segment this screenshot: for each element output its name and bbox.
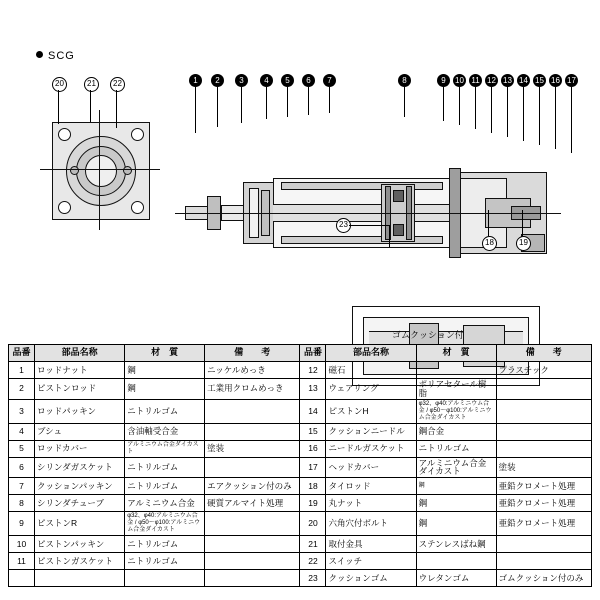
table-header-row	[9, 345, 592, 362]
cell-remark: 塗装	[496, 457, 591, 478]
callout-21: 21	[84, 77, 99, 92]
cell-remark	[496, 553, 591, 570]
cell-name: 取付金具	[326, 536, 416, 553]
cell-no: 19	[300, 495, 326, 512]
th-name-right: 部品名称	[326, 345, 416, 362]
cell-name: ピストンパッキン	[34, 536, 124, 553]
cell-remark	[205, 399, 300, 423]
cell-name: ニードルガスケット	[326, 440, 416, 457]
callout-12: 12	[485, 74, 498, 87]
center-line-v	[99, 110, 100, 230]
cell-name: ピストンR	[34, 512, 124, 536]
table-row	[9, 512, 592, 536]
cell-name: クッションパッキン	[34, 478, 124, 495]
cell-name: スイッチ	[326, 553, 416, 570]
cell-name: ピストンH	[326, 399, 416, 423]
cell-remark: プラスチック	[496, 362, 591, 379]
corner-hole	[58, 201, 71, 214]
cell-material: ニトリルゴム	[125, 457, 205, 478]
cell-material	[416, 362, 496, 379]
cell-material: 鋼	[416, 512, 496, 536]
callout-3: 3	[235, 74, 248, 87]
cell-no: 10	[9, 536, 35, 553]
table-row	[9, 362, 592, 379]
table-row	[9, 495, 592, 512]
cell-remark: 塗装	[205, 440, 300, 457]
cell-remark	[205, 423, 300, 440]
cell-no: 6	[9, 457, 35, 478]
callout-10: 10	[453, 74, 466, 87]
cell-remark: 亜鉛クロメート処理	[496, 478, 591, 495]
center-line-h	[40, 169, 160, 170]
callout-20: 20	[52, 77, 67, 92]
cell-no: 17	[300, 457, 326, 478]
cell-no: 23	[300, 570, 326, 587]
corner-hole	[58, 128, 71, 141]
parts-table	[8, 344, 592, 587]
cell-no: 7	[9, 478, 35, 495]
th-no-left: 品番	[9, 345, 35, 362]
cell-name: ブシュ	[34, 423, 124, 440]
cell-remark: 工業用クロムめっき	[205, 379, 300, 400]
cell-name: ピストンロッド	[34, 379, 124, 400]
cell-material: 鋼	[125, 379, 205, 400]
cell-remark: ニッケルめっき	[205, 362, 300, 379]
cell-material: ニトリルゴム	[416, 440, 496, 457]
cell-name: クッションゴム	[326, 570, 416, 587]
magnet	[393, 190, 404, 202]
cell-name: ロッドカバー	[34, 440, 124, 457]
cell-material: ウレタンゴム	[416, 570, 496, 587]
table-row	[9, 440, 592, 457]
leader-line	[116, 90, 117, 128]
cell-no: 21	[300, 536, 326, 553]
callout-17: 17	[565, 74, 578, 87]
cell-name: ウェアリング	[326, 379, 416, 400]
bolt-hole	[123, 166, 132, 175]
leader-line	[58, 90, 59, 124]
cell-name: 六角穴付ボルト	[326, 512, 416, 536]
cell-name: クッションニードル	[326, 423, 416, 440]
cell-material: 鋼	[416, 478, 496, 495]
cell-material: φ32、φ40:アルミニウム合金 / φ50〜φ100:アルミニウム合金ダイカスト	[125, 512, 205, 536]
detail-caption: ゴムクッション付	[392, 330, 464, 340]
cell-name: シリンダチューブ	[34, 495, 124, 512]
table-row	[9, 399, 592, 423]
th-material-right: 材 質	[416, 345, 496, 362]
callout-2: 2	[211, 74, 224, 87]
bullet-icon	[36, 51, 43, 58]
th-no-right: 品番	[300, 345, 326, 362]
cell-material: 鋼合金	[416, 423, 496, 440]
cell-material: 鋼	[125, 362, 205, 379]
th-name-left: 部品名称	[34, 345, 124, 362]
cell-remark	[205, 553, 300, 570]
cell-no: 15	[300, 423, 326, 440]
cell-no: 5	[9, 440, 35, 457]
tie-rod-lower	[281, 236, 443, 244]
cell-remark	[205, 457, 300, 478]
callout-16: 16	[549, 74, 562, 87]
cell-material: ステンレスばね鋼	[416, 536, 496, 553]
corner-hole	[131, 201, 144, 214]
cell-remark: エアクッション付のみ	[205, 478, 300, 495]
cell-no: 22	[300, 553, 326, 570]
callout-18: 18	[482, 236, 497, 251]
cell-name: ロッドパッキン	[34, 399, 124, 423]
cell-material: アルミニウム合金ダイカスト	[416, 457, 496, 478]
cell-material: φ32、φ40:アルミニウム合金 / φ50〜φ100:アルミニウム合金ダイカスト	[416, 399, 496, 423]
cell-remark: 亜鉛クロメート処理	[496, 495, 591, 512]
cell-name: 磁石	[326, 362, 416, 379]
table-row	[9, 478, 592, 495]
cell-remark	[496, 440, 591, 457]
assembly-drawing	[0, 60, 600, 340]
cell-material: ニトリルゴム	[125, 478, 205, 495]
cell-empty	[125, 570, 205, 587]
th-remark-right: 備 考	[496, 345, 591, 362]
callout-8: 8	[398, 74, 411, 87]
callout-9: 9	[437, 74, 450, 87]
cell-name: 丸ナット	[326, 495, 416, 512]
cell-material: 含油軸受合金	[125, 423, 205, 440]
table-row	[9, 379, 592, 400]
callout-4: 4	[260, 74, 273, 87]
cell-name: ヘッドカバー	[326, 457, 416, 478]
cell-no: 18	[300, 478, 326, 495]
cell-remark: 硬質アルマイト処理	[205, 495, 300, 512]
cell-no: 20	[300, 512, 326, 536]
leader-line	[90, 90, 91, 122]
cell-name: タイロッド	[326, 478, 416, 495]
callout-23: 23	[336, 218, 351, 233]
cell-no: 16	[300, 440, 326, 457]
cell-material: アルミニウム合金	[125, 495, 205, 512]
cell-remark	[496, 379, 591, 400]
cell-name: シリンダガスケット	[34, 457, 124, 478]
callout-15: 15	[533, 74, 546, 87]
cell-remark	[205, 512, 300, 536]
callout-6: 6	[302, 74, 315, 87]
cell-no: 1	[9, 362, 35, 379]
cell-no: 14	[300, 399, 326, 423]
cell-empty	[205, 570, 300, 587]
cell-remark	[205, 536, 300, 553]
th-remark-left: 備 考	[205, 345, 300, 362]
cell-material: アルミニウム合金ダイカスト	[125, 440, 205, 457]
tie-rod-upper	[281, 182, 443, 190]
callout-5: 5	[281, 74, 294, 87]
page-title-label: SCG	[48, 50, 75, 62]
callout-13: 13	[501, 74, 514, 87]
cell-name: ピストンガスケット	[34, 553, 124, 570]
cell-no: 3	[9, 399, 35, 423]
cell-material: 鋼	[416, 495, 496, 512]
cell-remark	[496, 536, 591, 553]
callout-22: 22	[110, 77, 125, 92]
cell-remark	[496, 399, 591, 423]
cell-no: 8	[9, 495, 35, 512]
cell-remark: 亜鉛クロメート処理	[496, 512, 591, 536]
cell-no: 11	[9, 553, 35, 570]
cell-material: ニトリルゴム	[125, 553, 205, 570]
center-axis-line	[175, 213, 561, 214]
magnet	[393, 224, 404, 236]
table-row	[9, 457, 592, 478]
table-row	[9, 536, 592, 553]
cell-material: ニトリルゴム	[125, 536, 205, 553]
cell-no: 2	[9, 379, 35, 400]
table-row	[9, 570, 592, 587]
callout-14: 14	[517, 74, 530, 87]
cell-material: ニトリルゴム	[125, 399, 205, 423]
corner-hole	[131, 128, 144, 141]
callout-7: 7	[323, 74, 336, 87]
cell-no: 9	[9, 512, 35, 536]
cell-material: ポリアセタール樹脂	[416, 379, 496, 400]
cell-remark	[496, 423, 591, 440]
table-row	[9, 423, 592, 440]
front-circle-inner	[85, 155, 117, 187]
callout-19: 19	[516, 236, 531, 251]
callout-1: 1	[189, 74, 202, 87]
callout-11: 11	[469, 74, 482, 87]
cell-no: 12	[300, 362, 326, 379]
cell-empty	[9, 570, 35, 587]
bolt-hole	[70, 166, 79, 175]
cell-no: 4	[9, 423, 35, 440]
cell-remark: ゴムクッション付のみ	[496, 570, 591, 587]
cell-material	[416, 553, 496, 570]
th-material-left: 材 質	[125, 345, 205, 362]
cell-empty	[34, 570, 124, 587]
cell-name: ロッドナット	[34, 362, 124, 379]
table-row	[9, 553, 592, 570]
cell-no: 13	[300, 379, 326, 400]
